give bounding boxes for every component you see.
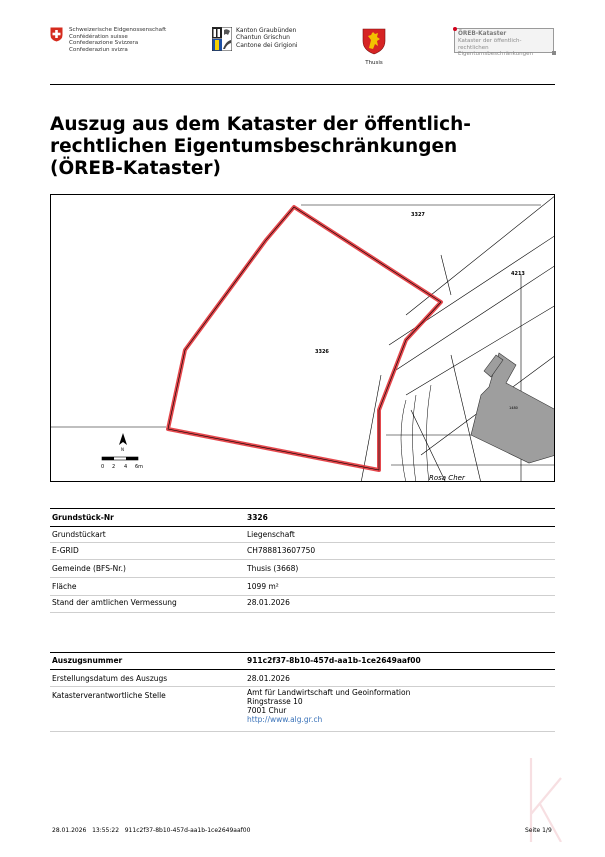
table-divider [50,526,555,527]
table-divider [50,669,555,670]
property-row-value: 28.01.2026 [247,598,290,607]
canton-coat-of-arms-icon [212,27,232,51]
row-divider [50,612,555,613]
federal-line: Confederaziun svizra [69,46,128,53]
canton-line: Cantone dei Grigioni [236,41,298,49]
extract-row-value: 911c2f37-8b10-457d-aa1b-1ce2649aaf00 [247,656,421,665]
oereb-logo-title: ÖREB-Kataster [458,31,507,37]
swiss-cross-icon [50,27,63,42]
row-divider [50,559,555,560]
footer-metadata: 28.01.2026 13:55:22 911c2f37-8b10-457d-aa1b-1ce2649aaf00 [52,827,251,834]
title-line: Auszug aus dem Kataster der öffentlich- [50,114,471,135]
property-row-value: 3326 [247,513,268,522]
authority-line: Amt für Landwirtschaft und Geoinformation [247,688,411,697]
parcel-label: 4213 [511,271,525,277]
property-row-value: Liegenschaft [247,530,295,539]
page-number: Seite 1/9 [525,827,552,834]
property-row-label: Stand der amtlichen Vermessung [52,598,177,607]
document-title [50,114,550,180]
federal-line: Schweizerische Eidgenossenschaft [69,27,167,33]
oereb-logo-subtitle: Eigentumsbeschränkungen [458,51,533,57]
oereb-logo-block [454,28,554,57]
page-header [50,24,555,64]
street-label: Rosa Cher [429,474,465,482]
title-line: (ÖREB-Kataster) [50,158,221,179]
canton-logo-block [212,27,298,51]
extract-row-value: 28.01.2026 [247,674,290,683]
parcel-map-graphic [51,195,555,482]
highlighted-parcel-shape [168,207,441,470]
table-divider [50,652,555,653]
oereb-grey-square-icon [552,51,556,55]
federal-logo-block [50,27,166,53]
property-row-value: 1099 m² [247,582,279,591]
property-row-label: Grundstück-Nr [52,513,114,522]
property-row-value: CH788813607750 [247,546,316,555]
property-row-value: Thusis (3668) [247,564,299,573]
row-divider [50,542,555,543]
canton-line: Kanton Graubünden [236,27,297,34]
title-line: rechtlichen Eigentumsbeschränkungen [50,136,458,157]
table-divider [50,508,555,509]
federal-line: Confederazione Svizzera [69,40,139,47]
extract-row-label: Katasterverantwortliche Stelle [52,691,166,700]
oereb-red-dot-icon [453,27,457,31]
authority-website-link[interactable]: http://www.alg.gr.ch [247,715,323,724]
extract-row-label: Erstellungsdatum des Auszugs [52,674,168,683]
header-divider [50,84,555,85]
authority-line: Ringstrasse 10 [247,697,303,706]
parcel-label: 3326 [315,349,329,355]
scale-bar [101,457,143,470]
property-row-label: Gemeinde (BFS-Nr.) [52,564,126,573]
row-divider [50,686,555,687]
north-label: N [121,447,124,452]
federal-line: Confédération suisse [69,33,128,40]
parcel-label: 3327 [411,212,425,218]
row-divider [50,731,555,732]
authority-line: 7001 Chur [247,706,287,715]
thusis-coat-of-arms-icon [362,28,386,55]
north-arrow-icon [119,433,127,452]
extract-row-label: Auszugsnummer [52,656,123,665]
property-row-label: Fläche [52,582,77,591]
property-row-label: Grundstückart [52,530,106,539]
scale-tick: 0 [101,464,105,470]
municipality-caption: Thusis [365,60,383,66]
scale-tick: 2 [112,464,116,470]
canton-line: Chantun Grischun [236,34,290,42]
municipality-logo-block [358,28,390,66]
authority-address [247,688,410,724]
row-divider [50,577,555,578]
parcel-map [50,194,555,482]
oereb-logo-subtitle: Kataster der öffentlich-rechtlichen [458,38,522,51]
parcel-label: 1480 [509,406,518,410]
scale-tick: 6m [135,464,144,470]
property-row-label: E-GRID [52,546,79,555]
scale-tick: 4 [124,464,128,470]
row-divider [50,595,555,596]
